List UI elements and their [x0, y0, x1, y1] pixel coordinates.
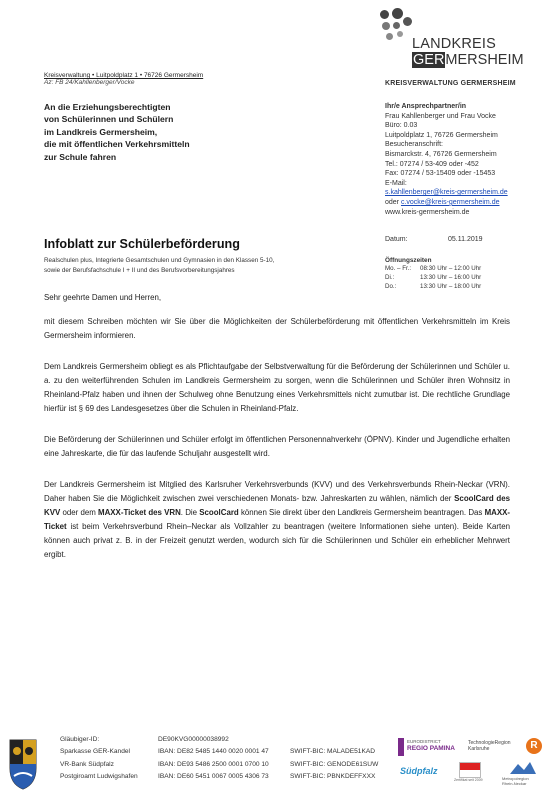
- footer-id: IBAN: DE93 5486 2500 0001 0700 10: [158, 760, 269, 768]
- visitor-label: Besucheranschrift:: [385, 141, 443, 149]
- opening-hours-heading: Öffnungszeiten: [385, 257, 432, 264]
- contact-tel: Tel.: 07274 / 53-409 oder -452: [385, 160, 479, 168]
- date-label: Datum:: [385, 236, 408, 243]
- footer-bics: [290, 734, 378, 783]
- footer-id: IBAN: DE60 5451 0067 0005 4306 73: [158, 772, 269, 780]
- footer-label: Gläubiger-ID:: [60, 736, 100, 743]
- certificate-logo: Zertifikat seit 2009: [454, 762, 484, 782]
- paragraph-1: mit diesem Schreiben möchten wir Sie über die Möglichkeiten der Schülerbeförderung mit öffentlichen Verkehrsmitteln im Kreis Germersheim informieren.: [44, 317, 510, 340]
- footer-bic: [290, 734, 378, 746]
- partner-logos: [398, 738, 544, 794]
- visitor-address: Bismarckstr. 4, 76726 Germersheim: [385, 150, 497, 158]
- coat-of-arms-icon: [8, 738, 38, 790]
- recipient-line: die mit öffentlichen Verkehrsmitteln: [44, 139, 190, 150]
- subtitle-line: Realschulen plus, Integrierte Gesamtschulen und Gymnasien in den Klassen 5-10,: [44, 257, 275, 264]
- footer-id: IBAN: DE82 5485 1440 0020 0001 47: [158, 748, 269, 756]
- landkreis-logo: [378, 8, 528, 68]
- footer-label: Sparkasse GER-Kandel: [60, 748, 131, 756]
- regio-pamina-logo: EURODISTRICT REGIO PAMINA: [398, 738, 448, 760]
- recipient-block: [44, 101, 190, 163]
- bold-scoolcard: ScoolCard: [199, 508, 239, 517]
- logo-text-line2: GERMERSHEIM: [413, 52, 524, 68]
- paragraph-2: Dem Landkreis Germersheim obliegt es als Pflichtaufgabe der Selbstverwaltung für die Beförderung der Schülerinnen und Schüler u. a. zu den weiterführenden Schulen im Landkreis Germersheim zu sorgen, wenn die Schülerinnen und Schüler ihren Wohnsitz in Rheinland-Pfalz haben und ihnen der Schulweg ohne Benutzung eines Verkehrsmittels nicht zumutbar ist. Die rechtliche Grundlage hierfür ist § 69 des Landesgesetzes über die Schulen in Rheinland-Pfalz.: [44, 362, 510, 413]
- vrn-metropolregion-logo: Metropolregion Rhein-Neckar: [502, 762, 544, 786]
- footer-label: Postgiroamt Ludwigshafen: [60, 772, 138, 780]
- recipient-line: An die Erziehungsberechtigten: [44, 102, 171, 112]
- suedpfalz-logo: Südpfalz: [400, 766, 438, 776]
- hours-time: 08:30 Uhr – 12:00 Uhr: [420, 265, 482, 272]
- page-title: Infoblatt zur Schülerbeförderung: [44, 237, 240, 251]
- contact-address: Luitpoldplatz 1, 76726 Germersheim: [385, 131, 498, 139]
- date-value: 05.11.2019: [448, 236, 483, 243]
- subtitle: [44, 256, 274, 276]
- bold-maxx-vrn: MAXX-Ticket des VRN: [98, 508, 181, 517]
- date-row: [385, 236, 483, 243]
- salutation: Sehr geehrte Damen und Herren,: [44, 293, 162, 302]
- paragraph-3: Die Beförderung der Schülerinnen und Schüler erfolgt im öffentlichen Personennahverkehr (ÖPNV). Kinder und Jugendliche erhalten eine Jahreskarte, die für das laufende Schuljahr ausgestellt wird.: [44, 435, 510, 458]
- footer-label: VR-Bank Südpfalz: [60, 760, 114, 768]
- email-link-2[interactable]: c.vocke@kreis-germersheim.de: [400, 198, 500, 206]
- bold-scoolcard-kvv: ScoolCard des KVV: [44, 494, 511, 517]
- footer-id: DE90KVG00000038992: [158, 736, 229, 743]
- footer-bic: SWIFT-BIC: PBNKDEFFXXX: [290, 772, 376, 780]
- hours-time: 13:30 Uhr – 18:00 Uhr: [420, 283, 482, 290]
- website-link[interactable]: www.kreis-germersheim.de: [385, 208, 470, 216]
- footer-ibans: [158, 734, 269, 783]
- recipient-line: von Schülerinnen und Schülern: [44, 114, 174, 125]
- opening-hours: [385, 257, 535, 292]
- contact-block: [385, 102, 508, 217]
- technologieregion-logo: TechnologieRegion Karlsruhe: [468, 740, 511, 752]
- paragraph-4: Der Landkreis Germersheim ist Mitglied des Karlsruher Verkehrsverbunds (KVV) und des Verkehrsverbunds Rhein-Neckar (VRN). Daher haben Sie die Möglichkeit zwischen zwei verschiedenen Monats- bzw. Jahreskarten zu wählen, nämlich der ScoolCard des KVV oder dem MAXX-Ticket des VRN. Die ScoolCard können Sie direkt über den Landkreis Germersheim beantragen. Das MAXX-Ticket ist beim Verkehrsverbund Rhein–Neckar als Vollzahler zu beantragen (weitere Informationen siehe unten). Beide Karten können auch privat z. B. in der Freizeit genutzt werden, wodurch sich für die Schülerinnen und Schüler ein erheblicher Mehrwert ergibt.: [44, 480, 511, 559]
- file-reference: Az: FB 24/Kahllenberger/Vocke: [44, 79, 135, 86]
- contact-heading: Ihr/e Ansprechpartner/in: [385, 103, 467, 110]
- email-link-1[interactable]: s.kahllenberger@kreis-germersheim.de: [385, 189, 508, 197]
- department-heading: KREISVERWALTUNG GERMERSHEIM: [385, 80, 516, 87]
- contact-fax: Fax: 07274 / 53-15409 oder -15453: [385, 170, 496, 178]
- email-or: oder: [385, 198, 401, 206]
- contact-names: Frau Kahllenberger und Frau Vocke: [385, 112, 496, 120]
- hours-row: [385, 265, 535, 274]
- sender-address: [44, 72, 203, 86]
- logo-text-line1: LANDKREIS: [412, 36, 496, 52]
- recipient-line: im Landkreis Germersheim,: [44, 126, 158, 137]
- contact-office: Büro: 0.03: [385, 122, 418, 130]
- hours-row: [385, 274, 535, 283]
- sender-line: Kreisverwaltung • Luitpoldplatz 1 • 76726 Germersheim: [44, 72, 204, 79]
- hours-days: Di.:: [385, 274, 395, 281]
- recipient-line: zur Schule fahren: [44, 151, 117, 162]
- hours-days: Do.:: [385, 283, 397, 290]
- registered-r-icon: R: [526, 738, 542, 754]
- footer-bic: SWIFT-BIC: MALADE51KAD: [290, 748, 376, 756]
- hours-time: 13:30 Uhr – 16:00 Uhr: [420, 274, 482, 281]
- subtitle-line: sowie der Berufsfachschule I + II und des Berufsvorbereitungsjahres: [44, 267, 235, 274]
- letter-body: [44, 291, 510, 579]
- footer-bank-names: [60, 734, 138, 783]
- hours-days: Mo. – Fr.:: [385, 265, 412, 272]
- footer-bic: SWIFT-BIC: GENODE61SUW: [290, 760, 379, 768]
- bold-maxx-ticket: MAXX-Ticket: [44, 508, 510, 531]
- email-label: E-Mail:: [385, 179, 407, 187]
